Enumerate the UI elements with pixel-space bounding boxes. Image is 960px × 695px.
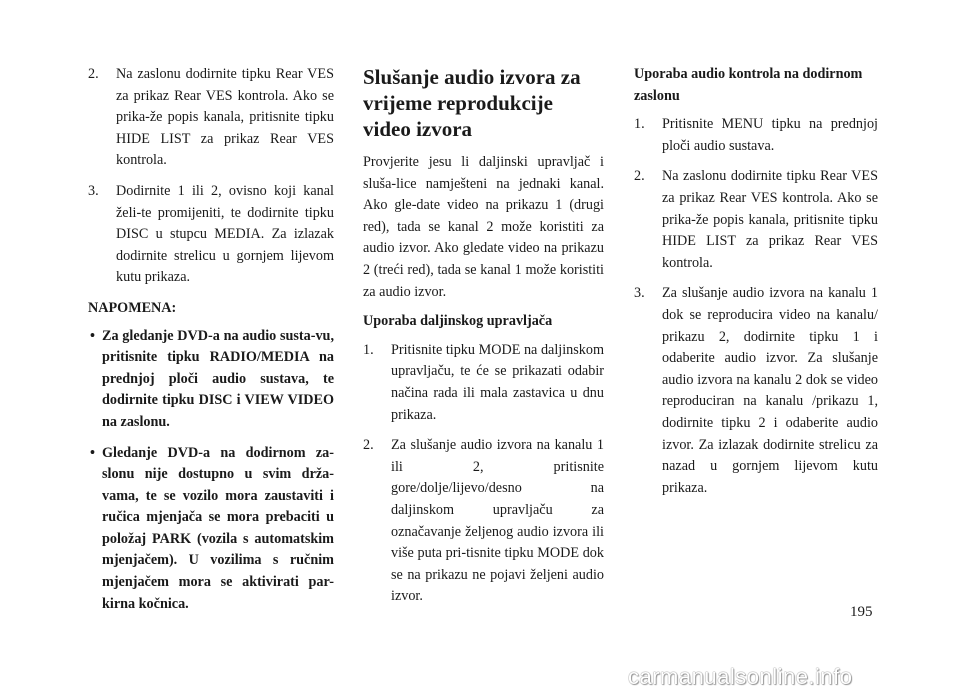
item-number: 2. — [88, 66, 99, 82]
bullet-text: Gledanje DVD-a na dodirnom za-slonu nije dostupno u svim drža-vama, te se vozilo mora zaustaviti i ručica mjenjača se mora prebaciti u položaj PARK (vozila s automatskim mjenjačem). U vozilima s ručnim mjenjačem mora se aktivirati par-kirna kočnica. — [102, 444, 334, 612]
subheading: Uporaba daljinskog upravljača — [363, 313, 553, 330]
item-number: 2. — [363, 437, 374, 454]
subheading: Uporaba audio kontrola na dodirnom zaslonu — [634, 66, 863, 104]
bullet-text: Za gledanje DVD-a na audio susta-vu, pritisnite tipku RADIO/MEDIA na prednjoj ploči audio sustava, te dodirnite tipku DISC i VIEW VIDEO na zaslonu. — [102, 327, 334, 430]
item-text: Na zaslonu dodirnite tipku Rear VES za prikaz Rear VES kontrola. Ako se prika-že popis kanala, pritisnite tipku HIDE LIST za prikaz Rear VES kontrola. — [662, 168, 878, 271]
item-text: Pritisnite MENU tipku na prednjoj ploči audio sustava. — [662, 116, 878, 154]
list-item — [634, 166, 878, 274]
item-number: 3. — [634, 285, 645, 302]
list-item — [634, 283, 878, 499]
note-heading: NAPOMENA: — [88, 299, 177, 316]
item-text: Za slušanje audio izvora na kanalu 1 ili 2, pritisnite gore/dolje/lijevo/desno na daljinskom upravljaču za označavanje željenog audio izvora ili više puta pri-tisnite tipku MODE dok se na prikazu ne pojavi željeni audio izvor. — [391, 437, 604, 605]
column-right — [634, 64, 878, 508]
item-text: Dodirnite 1 ili 2, ovisno koji kanal želi-te promijeniti, te dodirnite tipku DISC u stupcu MEDIA. Za izlazak dodirnite strelicu u gornjem lijevom kutu prikaza. — [116, 182, 334, 286]
list-item — [363, 435, 604, 608]
list-item — [88, 181, 334, 289]
column-middle — [363, 64, 604, 617]
page-number: 195 — [850, 604, 873, 620]
body-paragraph: Provjerite jesu li daljinski upravljač i sluša-lice namješteni na jednaki kanal. Ako gle-date video na prikazu 1 (drugi red), tada se kanal 2 može koristiti za audio izvor. Ako gledate video na prikazu 2 (treći red), tada se kanal 1 može koristiti za audio izvor. — [363, 154, 604, 300]
item-text: Pritisnite tipku MODE na daljinskom upravljaču, te će se prikazati odabir načina rada ili mala zastavica u dnu prikaza. — [391, 341, 604, 423]
section-heading: Slušanje audio izvora za vrijeme reprodukcije video izvora — [363, 65, 581, 141]
list-item — [634, 114, 878, 157]
item-text: Na zaslonu dodirnite tipku Rear VES za prikaz Rear VES kontrola. Ako se prika-že popis kanala, pritisnite tipku HIDE LIST za prikaz Rear VES kontrola. — [116, 66, 334, 169]
list-item — [363, 340, 604, 426]
bullet-dot: • — [90, 444, 95, 461]
list-item — [88, 64, 334, 172]
column-left — [88, 64, 334, 624]
bullet-dot: • — [90, 327, 95, 344]
note-bullet — [88, 443, 334, 616]
item-text: Za slušanje audio izvora na kanalu 1 dok se reproducira video na kanalu/ prikazu 2, dodirnite tipku 1 i odaberite audio izvor. Za slušanje audio izvora na kanalu 2 dok se video reproduciran na kanalu /prikazu 1, dodirnite tipku 2 i odaberite audio izvor. Za izlazak dodirnite strelicu za nazad u gornjem lijevom kutu prikaza. — [662, 285, 878, 496]
item-number: 1. — [363, 341, 374, 358]
item-number: 3. — [88, 182, 99, 199]
watermark-text: carmanualsonline.info — [628, 664, 853, 689]
item-number: 2. — [634, 168, 645, 185]
item-number: 1. — [634, 116, 645, 133]
note-bullet — [88, 326, 334, 434]
